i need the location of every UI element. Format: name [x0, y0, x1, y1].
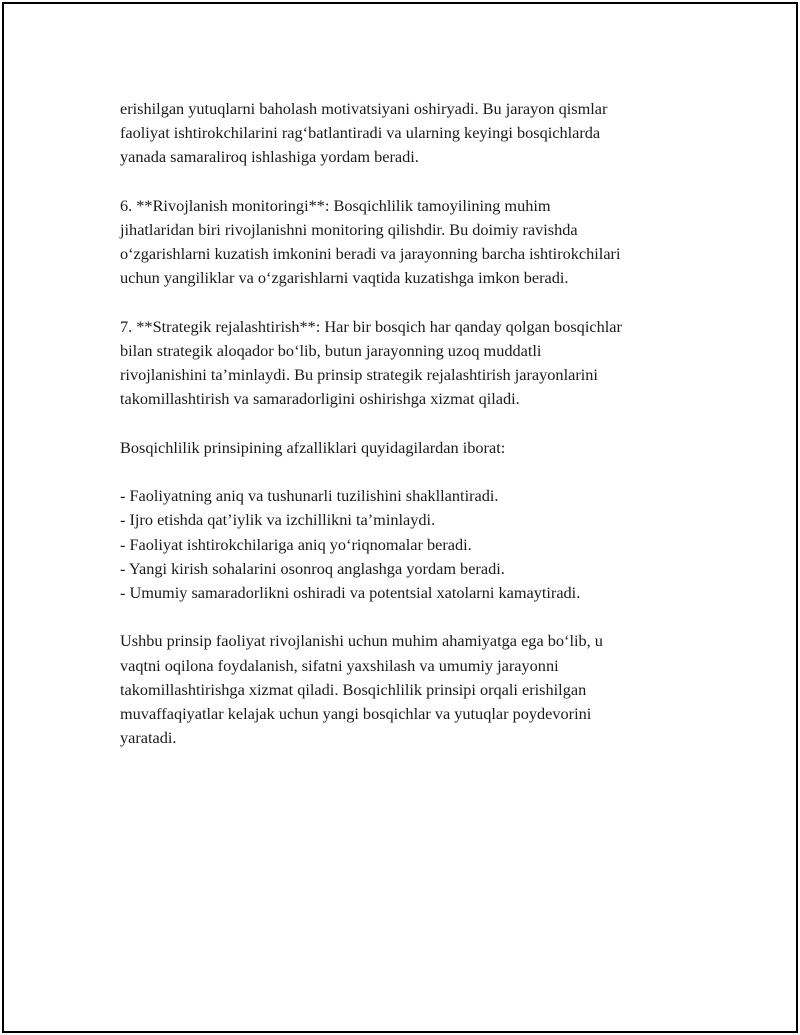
text-line: Ushbu prinsip faoliyat rivojlanishi uchun muhim ahamiyatga ega bo‘lib, u [120, 631, 603, 651]
advantages-list [120, 484, 710, 605]
text-line: Bosqichlilik prinsipining afzalliklari quyidagilardan iborat: [120, 437, 506, 457]
paragraph-development-monitoring [120, 194, 710, 291]
text-line: vaqtni oqilona foydalanish, sifatni yaxshilash va umumiy jarayonni [120, 655, 559, 675]
text-line: uchun yangiliklar va o‘zgarishlarni vaqtida kuzatishga imkon beradi. [120, 268, 569, 288]
list-item: - Faoliyat ishtirokchilariga aniq yo‘riqnomalar beradi. [120, 534, 472, 554]
text-line: 7. **Strategik rejalashtirish**: Har bir bosqich har qanday qolgan bosqichlar [120, 316, 622, 336]
text-line: jihatlaridan biri rivojlanishni monitoring qilishdir. Bu doimiy ravishda [120, 220, 578, 239]
text-line: rivojlanishini ta’minlaydi. Bu prinsip strategik rejalashtirish jarayonlarini [120, 365, 598, 385]
paragraph-advantages-intro [120, 436, 710, 460]
list-item: - Ijro etishda qat’iylik va izchillikni ta’minlaydi. [120, 510, 436, 530]
text-line: bilan strategik aloqador bo‘lib, butun jarayonning uzoq muddatli [120, 341, 542, 360]
paragraph-strategic-planning [120, 315, 710, 412]
text-line: faoliyat ishtirokchilarini rag‘batlantiradi va ularning keyingi bosqichlarda [120, 123, 601, 143]
text-line: yaratadi. [120, 728, 177, 748]
document-page [2, 2, 798, 1033]
paragraph-conclusion [120, 629, 710, 750]
text-line: o‘zgarishlarni kuzatish imkonini beradi va jarayonning barcha ishtirokchilari [120, 244, 621, 264]
text-line: erishilgan yutuqlarni baholash motivatsiyani oshiryadi. Bu jarayon qismlar [120, 99, 608, 118]
list-item: - Faoliyatning aniq va tushunarli tuzilishini shakllantiradi. [120, 486, 499, 506]
text-line: takomillashtirish va samaradorligini oshirishga xizmat qiladi. [120, 389, 520, 409]
list-item: - Yangi kirish sohalarini osonroq anglashga yordam beradi. [120, 558, 505, 578]
text-line: 6. **Rivojlanish monitoringi**: Bosqichlilik tamoyilining muhim [120, 195, 551, 215]
document-body [120, 97, 710, 775]
paragraph-evaluation [120, 97, 710, 170]
text-line: muvaffaqiyatlar kelajak uchun yangi bosqichlar va yutuqlar poydevorini [120, 704, 592, 723]
text-line: takomillashtirishga xizmat qiladi. Bosqichlilik prinsipi orqali erishilgan [120, 679, 587, 699]
text-line: yanada samaraliroq ishlashiga yordam beradi. [120, 147, 419, 167]
list-item: - Umumiy samaradorlikni oshiradi va potentsial xatolarni kamaytiradi. [120, 583, 581, 602]
